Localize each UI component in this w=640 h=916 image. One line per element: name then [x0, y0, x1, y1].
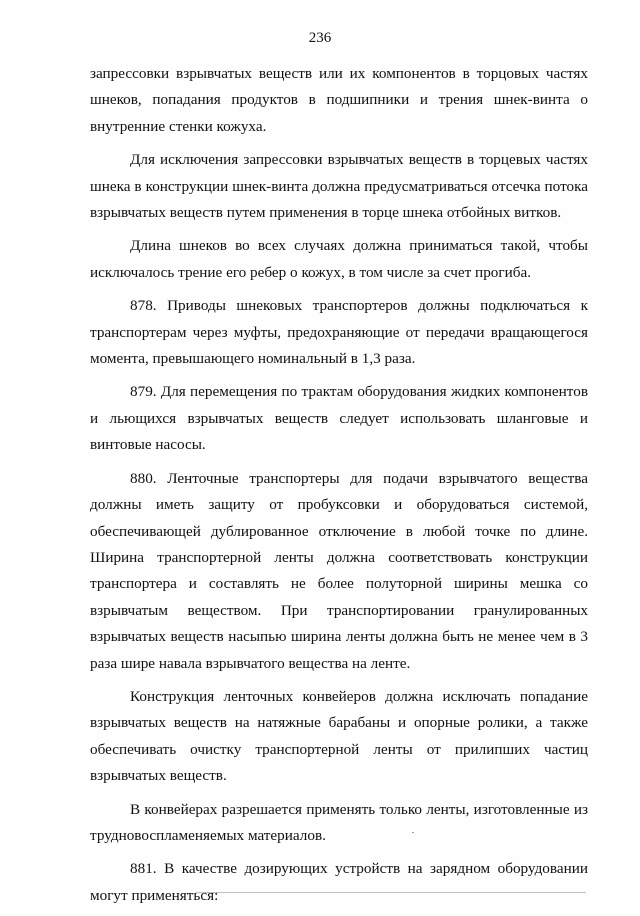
paragraph-screw-cutoff: Для исключения запрессовки взрывчатых веществ в торцевых частях шнека в конструкции шнек-винта должна предусматриваться отсечка потока взрывчатых веществ путем применения в торце шнека отбойных витков. — [90, 151, 588, 222]
scan-speck — [412, 832, 414, 833]
paragraph-screw-length: Длина шнеков во всех случаях должна приниматься такой, чтобы исключалось трение его ребер о кожух, в том числе за счет прогиба. — [90, 237, 588, 281]
paragraph-conveyor-design: Конструкция ленточных конвейеров должна исключать попадание взрывчатых веществ на натяжные барабаны и опорные ролики, а также обеспечивать очистку транспортерной ленты от прилипших частиц взрывчатых веществ. — [90, 687, 588, 785]
paragraph-continuation: запрессовки взрывчатых веществ или их компонентов в торцовых частях шнеков, попадания продуктов в подшипники и трения шнек-винта о внутренние стенки кожуха. — [90, 65, 588, 135]
bottom-scan-edge — [196, 892, 586, 893]
paragraph-880: 880. Ленточные транспортеры для подачи взрывчатого вещества должны иметь защиту от пробуксовки и оборудоваться системой, обеспечивающей дублированное отключение в любой точке по длине. Ширина транспортерной ленты должна соответствовать конструкции транспортера и составлять не более полуторной ширины мешка со взрывчатым веществом. При транспортировании гранулированных взрывчатых веществ насыпью ширина ленты должна быть не менее чем в 3 раза шире навала взрывчатого вещества на ленте. — [90, 469, 588, 672]
paragraph-879: 879. Для перемещения по трактам оборудования жидких компонентов и льющихся взрывчатых веществ следует использовать шланговые и винтовые насосы. — [90, 383, 588, 454]
paragraph-878: 878. Приводы шнековых транспортеров должны подключаться к транспортерам через муфты, предохраняющие от передачи вращающегося момента, превышающего номинальный в 1,3 раза. — [90, 297, 588, 368]
page-number: 236 — [308, 30, 332, 46]
body-text — [90, 61, 588, 916]
paragraph-conveyor-belts: В конвейерах разрешается применять только ленты, изготовленные из трудновоспламеняемых материалов. — [90, 800, 588, 844]
paragraph-881: 881. В качестве дозирующих устройств на зарядном оборудовании могут применяться: — [90, 860, 588, 904]
